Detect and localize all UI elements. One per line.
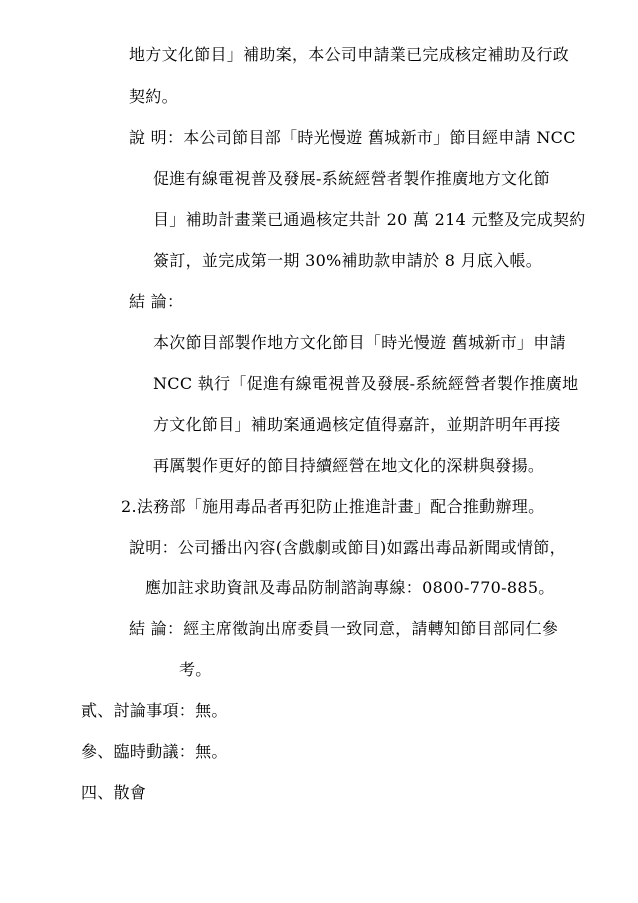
item1-continuation-line-2: 契約。 — [129, 87, 178, 106]
item2-explanation-line-1: 說明：公司播出內容(含戲劇或節目)如露出毒品新聞或情節， — [129, 538, 566, 557]
section-discussion: 貳、討論事項：無。 — [81, 701, 228, 720]
section-adjournment: 四、散會 — [81, 783, 147, 802]
item2-explanation-line-2: 應加註求助資訊及毒品防制諮詢專線：0800-770-885。 — [145, 578, 555, 597]
item1-explanation-line-2: 促進有線電視普及發展-系統經營者製作推廣地方文化節 — [153, 169, 550, 188]
item1-continuation-line-1: 地方文化節目」補助案，本公司申請業已完成核定補助及行政 — [129, 45, 570, 64]
item1-conclusion-label: 結 論： — [129, 292, 184, 311]
item1-conclusion-line-2: NCC 執行「促進有線電視普及發展-系統經營者製作推廣地 — [153, 374, 579, 393]
item1-explanation-line-4: 簽訂，並完成第一期 30%補助款申請於 8 月底入帳。 — [153, 251, 543, 270]
item1-explanation-line-1: 說 明：本公司節目部「時光慢遊 舊城新市」節目經申請 NCC — [129, 128, 576, 147]
section-extempore-motion: 參、臨時動議：無。 — [81, 742, 228, 761]
item1-explanation-line-3: 目」補助計畫業已通過核定共計 20 萬 214 元整及完成契約 — [153, 210, 586, 229]
item1-conclusion-line-4: 再厲製作更好的節目持續經營在地文化的深耕與發揚。 — [153, 456, 545, 475]
item1-conclusion-line-1: 本次節目部製作地方文化節目「時光慢遊 舊城新市」申請 — [153, 333, 566, 352]
item2-title: 2.法務部「施用毒品者再犯防止推進計畫」配合推動辦理。 — [121, 497, 545, 516]
item2-conclusion-line-2: 考。 — [179, 660, 212, 679]
item1-conclusion-line-3: 方文化節目」補助案通過核定值得嘉許，並期許明年再接 — [153, 415, 561, 434]
item2-conclusion-line-1: 結 論：經主席徵詢出席委員一致同意，請轉知節目部同仁參 — [129, 619, 559, 638]
